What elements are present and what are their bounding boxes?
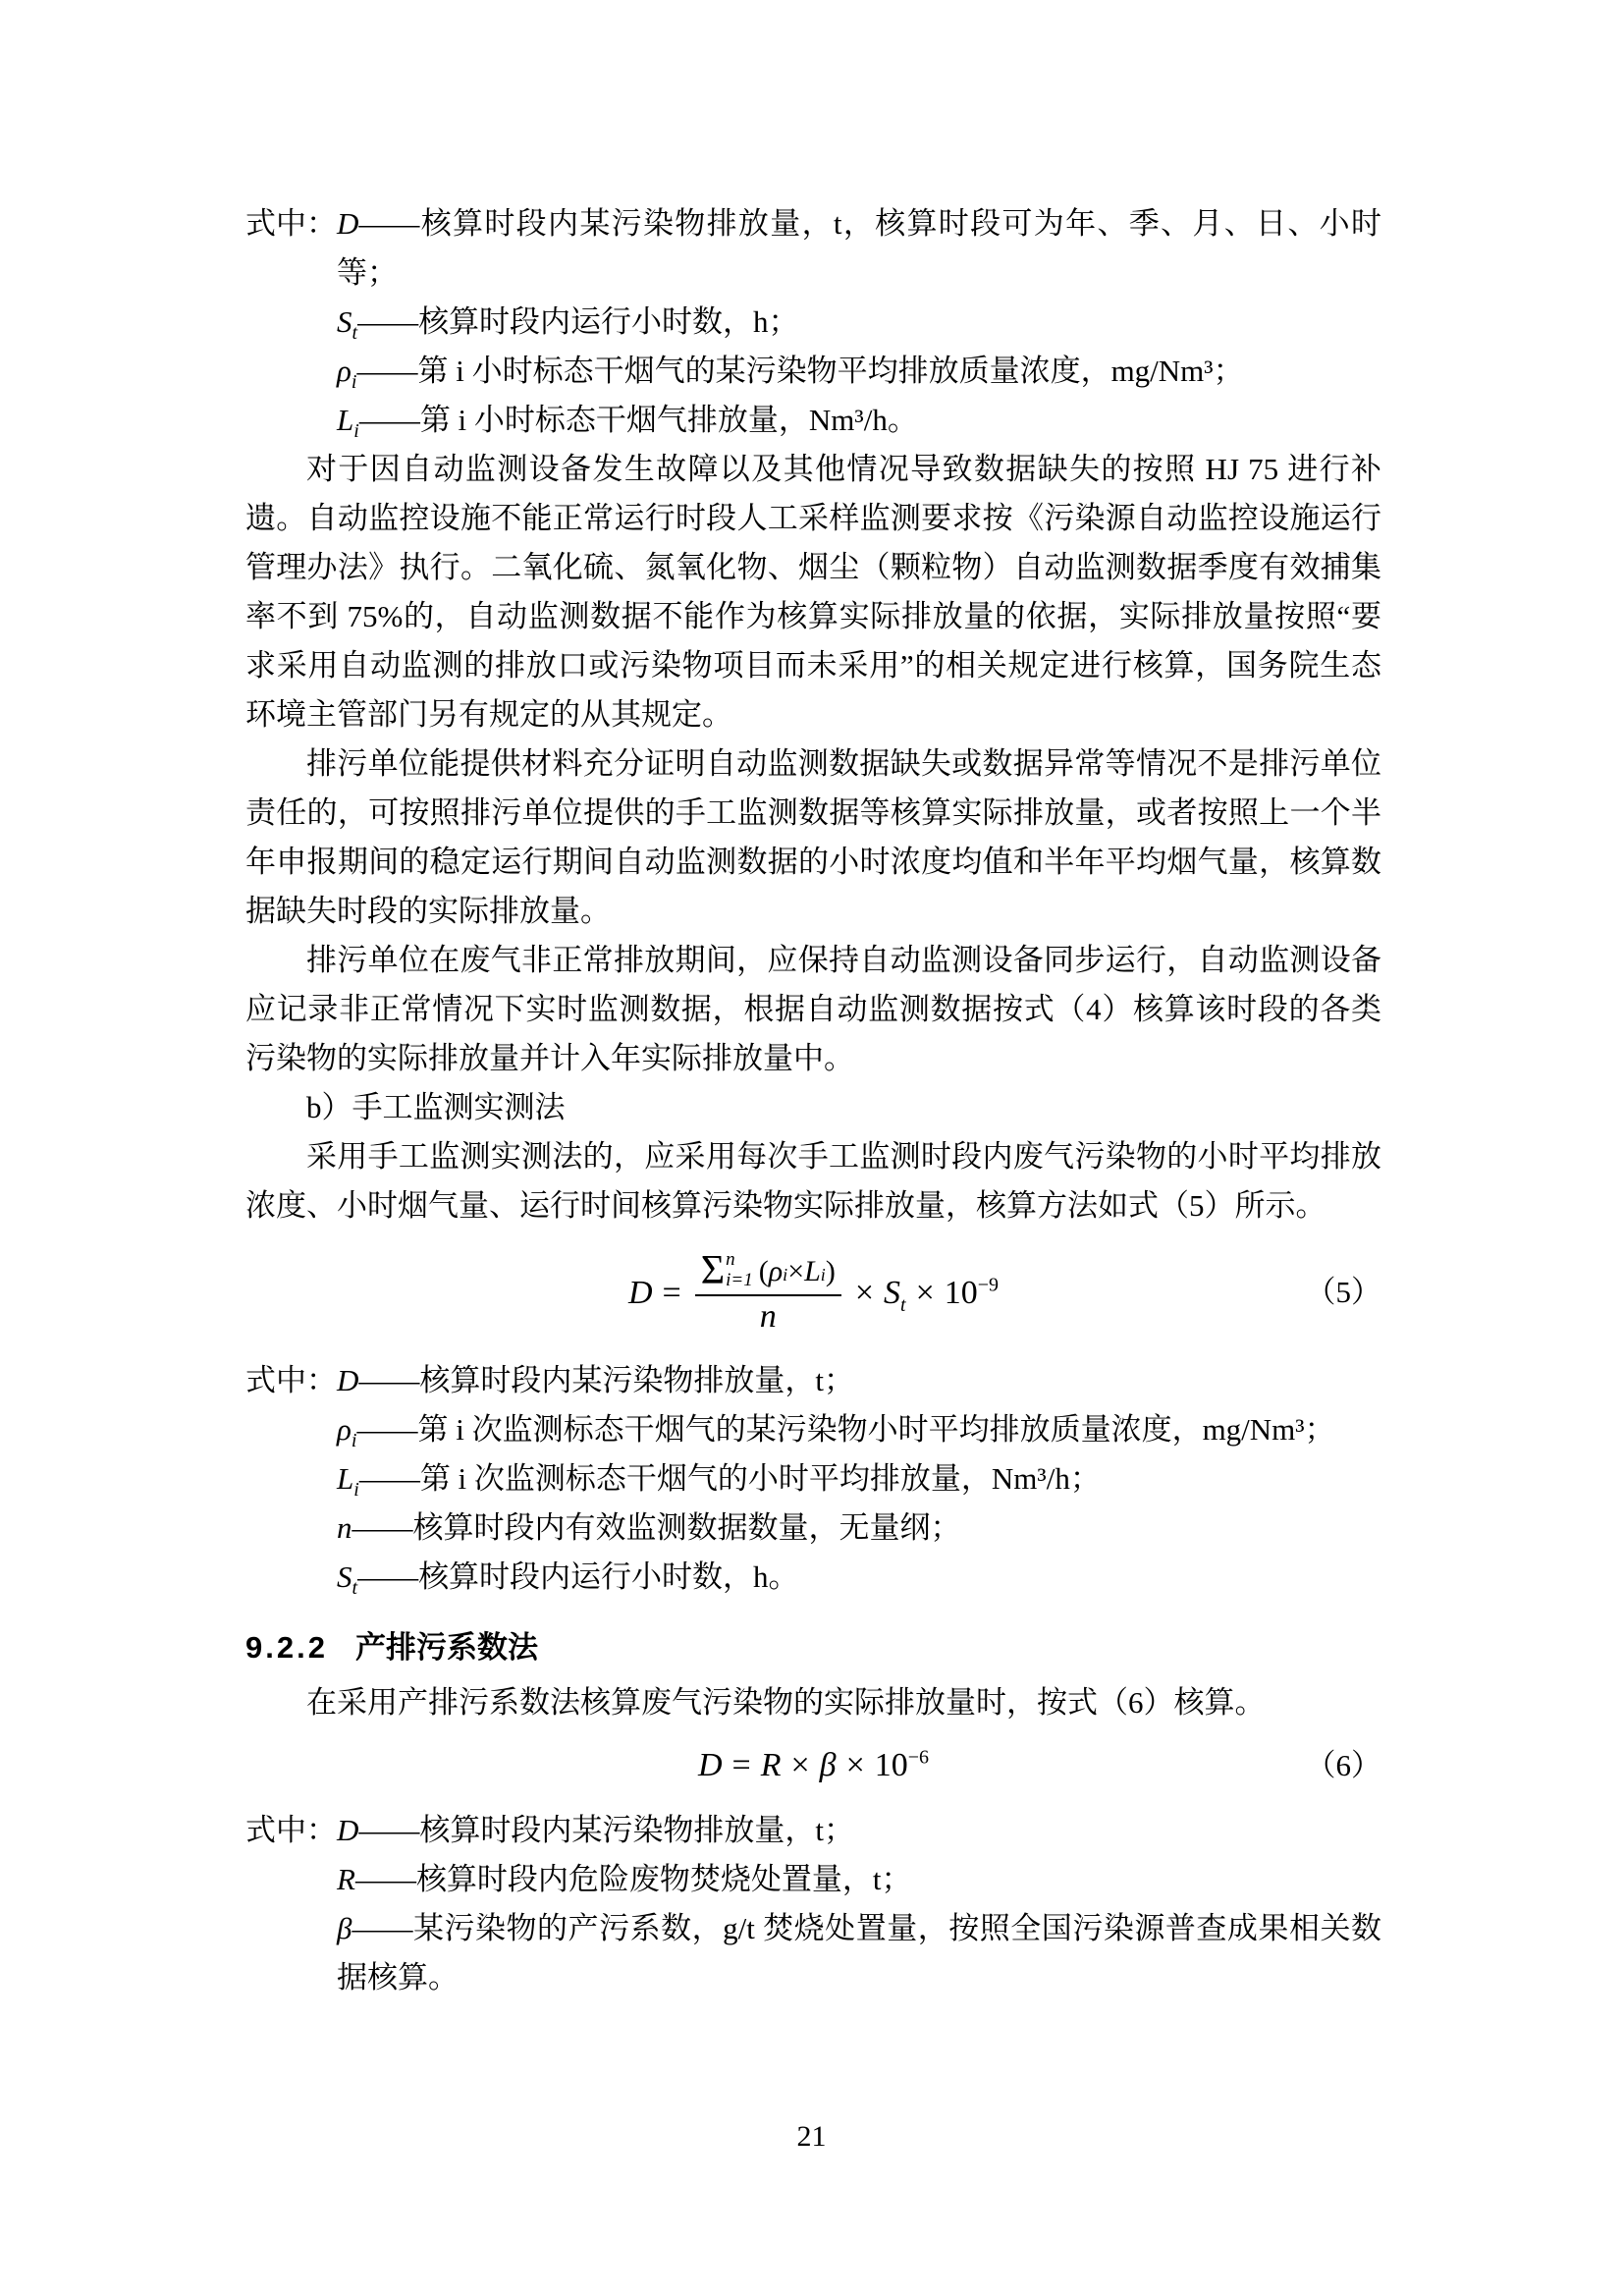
symbol-description: ——核算时段内运行小时数，h； bbox=[357, 304, 799, 339]
symbol-description: ——第 i 次监测标态干烟气的某污染物小时平均排放质量浓度，mg/Nm³； bbox=[356, 1412, 1335, 1448]
definition-row bbox=[245, 1454, 1381, 1503]
definition-row bbox=[245, 396, 1381, 445]
section-number: 9.2.2 bbox=[245, 1630, 328, 1666]
symbol-term: $\rho_i$ bbox=[337, 1412, 357, 1452]
definition-block-2 bbox=[245, 1356, 1381, 1602]
symbol-description: ——核算时段内某污染物排放量，t； bbox=[358, 1812, 855, 1847]
symbol-description: ——核算时段内有效监测数据数量，无量纲； bbox=[352, 1510, 961, 1546]
definition-block-3 bbox=[245, 1806, 1381, 2002]
paragraph-manual-monitoring-method: 采用手工监测实测法的，应采用每次手工监测时段内废气污染物的小时平均排放浓度、小时烟气量、运行时间核算污染物实际排放量，核算方法如式（5）所示。 bbox=[245, 1139, 1381, 1223]
formula-6 bbox=[245, 1747, 1381, 1783]
definition-row bbox=[245, 1356, 1381, 1405]
power-term: $10^{-6}$ bbox=[874, 1747, 930, 1784]
definition-row bbox=[245, 199, 1381, 298]
symbol-term: D bbox=[337, 1812, 359, 1847]
symbol-term: $S_t$ bbox=[337, 304, 358, 345]
symbol-term: $L_i$ bbox=[337, 403, 359, 443]
sigma-limits: n i=1 bbox=[726, 1249, 753, 1290]
definition-row bbox=[245, 1553, 1381, 1602]
paragraph-manual-data-substitute: 排污单位能提供材料充分证明自动监测数据缺失或数据异常等情况不是排污单位责任的，可按照排污单位提供的手工监测数据等核算实际排放量，或者按照上一个半年申报期间的稳定运行期间自动监测数据的小时浓度均值和半年平均烟气量，核算数据缺失时段的实际排放量。 bbox=[245, 746, 1381, 928]
where-label: 式中： bbox=[245, 206, 337, 241]
symbol-description: ——某污染物的产污系数，g/t 焚烧处置量，按照全国污染源普查成果相关数据核算。 bbox=[337, 1910, 1381, 1995]
definition-row bbox=[245, 1904, 1381, 2002]
definition-block-1 bbox=[245, 199, 1381, 445]
paragraph-coefficient-method: 在采用产排污系数法核算废气污染物的实际排放量时，按式（6）核算。 bbox=[306, 1685, 1266, 1721]
paragraph-abnormal-emission: 排污单位在废气非正常排放期间，应保持自动监测设备同步运行，自动监测设备应记录非正常情况下实时监测数据，根据自动监测数据按式（4）核算该时段的各类污染物的实际排放量并计入年实际排放量中。 bbox=[245, 943, 1381, 1075]
fraction-numerator bbox=[695, 1250, 841, 1296]
definition-row bbox=[245, 1503, 1381, 1553]
sigma-symbol: Σ bbox=[700, 1248, 726, 1293]
definition-row bbox=[245, 298, 1381, 347]
definition-row bbox=[245, 347, 1381, 396]
fraction-denominator: n bbox=[759, 1298, 777, 1335]
symbol-term: n bbox=[337, 1510, 352, 1546]
symbol-term: $\rho_i$ bbox=[337, 354, 357, 394]
symbol-description: ——第 i 小时标态干烟气的某污染物平均排放质量浓度，mg/Nm³； bbox=[356, 354, 1244, 388]
section-heading-9-2-2 bbox=[245, 1623, 1381, 1672]
power-term: $10^{-9}$ bbox=[944, 1274, 1000, 1311]
symbol-term: β bbox=[337, 1910, 352, 1945]
section-title: 产排污系数法 bbox=[354, 1630, 538, 1666]
symbol-description: ——核算时段内某污染物排放量，t，核算时段可为年、季、月、日、小时等； bbox=[337, 206, 1381, 290]
symbol-term: D bbox=[337, 206, 359, 241]
symbol-term: R bbox=[337, 1861, 355, 1896]
where-label: 式中： bbox=[245, 1812, 337, 1847]
St-term: $S_t$ bbox=[884, 1274, 906, 1316]
fraction bbox=[695, 1250, 841, 1335]
symbol-term: $S_t$ bbox=[337, 1559, 358, 1600]
formula-5-expression: D = Σ n i=1 ( ρ i × L i ) n × $S_t$ × $10^{-9}$ bbox=[627, 1248, 1000, 1335]
formula-6-number: （6） bbox=[1305, 1748, 1381, 1783]
symbol-description: ——核算时段内某污染物排放量，t； bbox=[358, 1363, 855, 1398]
where-label: 式中： bbox=[245, 1363, 337, 1398]
page-number: 21 bbox=[796, 2120, 827, 2153]
symbol-term: D bbox=[337, 1363, 359, 1398]
formula-5 bbox=[245, 1250, 1381, 1335]
definition-row bbox=[245, 1806, 1381, 1855]
symbol-description: ——核算时段内危险废物焚烧处置量，t； bbox=[354, 1861, 912, 1896]
symbol-description: ——第 i 次监测标态干烟气的小时平均排放量，Nm³/h； bbox=[358, 1461, 1101, 1497]
definition-row bbox=[245, 1405, 1381, 1454]
paragraph-data-gap-filling: 对于因自动监测设备发生故障以及其他情况导致数据缺失的按照 HJ 75 进行补遗。自动监控设施不能正常运行时段人工采样监测要求按《污染源自动监控设施运行管理办法》执行。二氧化硫、氮氧化物、烟尘（颗粒物）自动监测数据季度有效捕集率不到 75%的，自动监测数据不能作为核算实际排放量的依据，实际排放量按照“要求采用自动监测的排放口或污染物项目而未采用”的相关规定进行核算，国务院生态环境主管部门另有规定的从其规定。 bbox=[245, 452, 1381, 732]
summand-expression: ( ρ i × L i ) bbox=[758, 1254, 836, 1287]
formula-5-number: （5） bbox=[1305, 1275, 1381, 1310]
symbol-term: $L_i$ bbox=[337, 1461, 359, 1502]
definition-row bbox=[245, 1855, 1381, 1904]
subitem-b-heading: b）手工监测实测法 bbox=[306, 1090, 566, 1124]
formula-6-expression: D = R × β × $10^{-6}$ bbox=[697, 1747, 930, 1784]
symbol-description: ——核算时段内运行小时数，h。 bbox=[357, 1559, 799, 1595]
symbol-description: ——第 i 小时标态干烟气排放量，Nm³/h。 bbox=[358, 403, 918, 437]
